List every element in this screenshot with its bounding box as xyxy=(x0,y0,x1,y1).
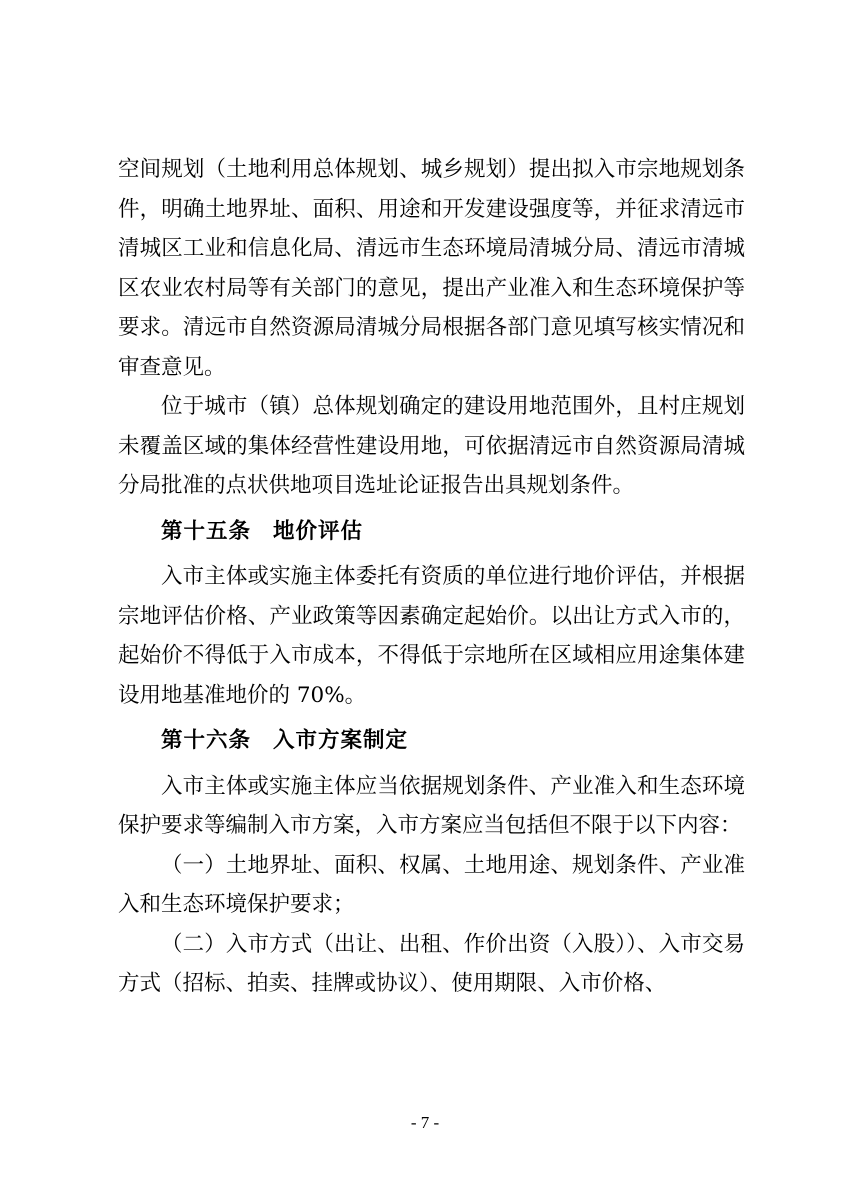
article-15-number: 第十五条 xyxy=(161,518,252,544)
list-item-2: （二）入市方式（出让、出租、作价出资（入股））、入市交易方式（招标、拍卖、挂牌或协议）、使用期限、入市价格、 xyxy=(118,931,745,996)
page-number: - 7 - xyxy=(410,1113,440,1132)
article-16-heading xyxy=(118,721,745,761)
article-15-heading xyxy=(118,512,745,552)
paragraph-planning-conditions: 空间规划（土地利用总体规划、城乡规划）提出拟入市宗地规划条件，明确土地界址、面积、用途和开发建设强度等，并征求清远市清城区工业和信息化局、清远市生态环境局清城分局、清远市清城区农业农村局等有关部门的意见，提出产业准入和生态环境保护等要求。清远市自然资源局清城分局根据各部门意见填写核实情况和审查意见。 xyxy=(118,157,745,380)
document-body xyxy=(118,150,745,1004)
paragraph-outside-urban-area: 位于城市（镇）总体规划确定的建设用地范围外，且村庄规划未覆盖区域的集体经营性建设用地，可依据清远市自然资源局清城分局批准的点状供地项目选址论证报告出具规划条件。 xyxy=(118,394,745,498)
paragraph-market-plan-intro: 入市主体或实施主体应当依据规划条件、产业准入和生态环境保护要求等编制入市方案，入市方案应当包括但不限于以下内容： xyxy=(118,773,745,838)
article-16-number: 第十六条 xyxy=(161,728,252,753)
list-item-1: （一）土地界址、面积、权属、土地用途、规划条件、产业准入和生态环境保护要求； xyxy=(118,852,745,917)
article-15-title: 地价评估 xyxy=(273,518,364,544)
paragraph-land-price-evaluation: 入市主体或实施主体委托有资质的单位进行地价评估，并根据宗地评估价格、产业政策等因素确定起始价。以出让方式入市的，起始价不得低于入市成本，不得低于宗地所在区域相应用途集体建设用地基准地价的 70%。 xyxy=(118,564,745,708)
article-16-title: 入市方案制定 xyxy=(273,728,409,753)
